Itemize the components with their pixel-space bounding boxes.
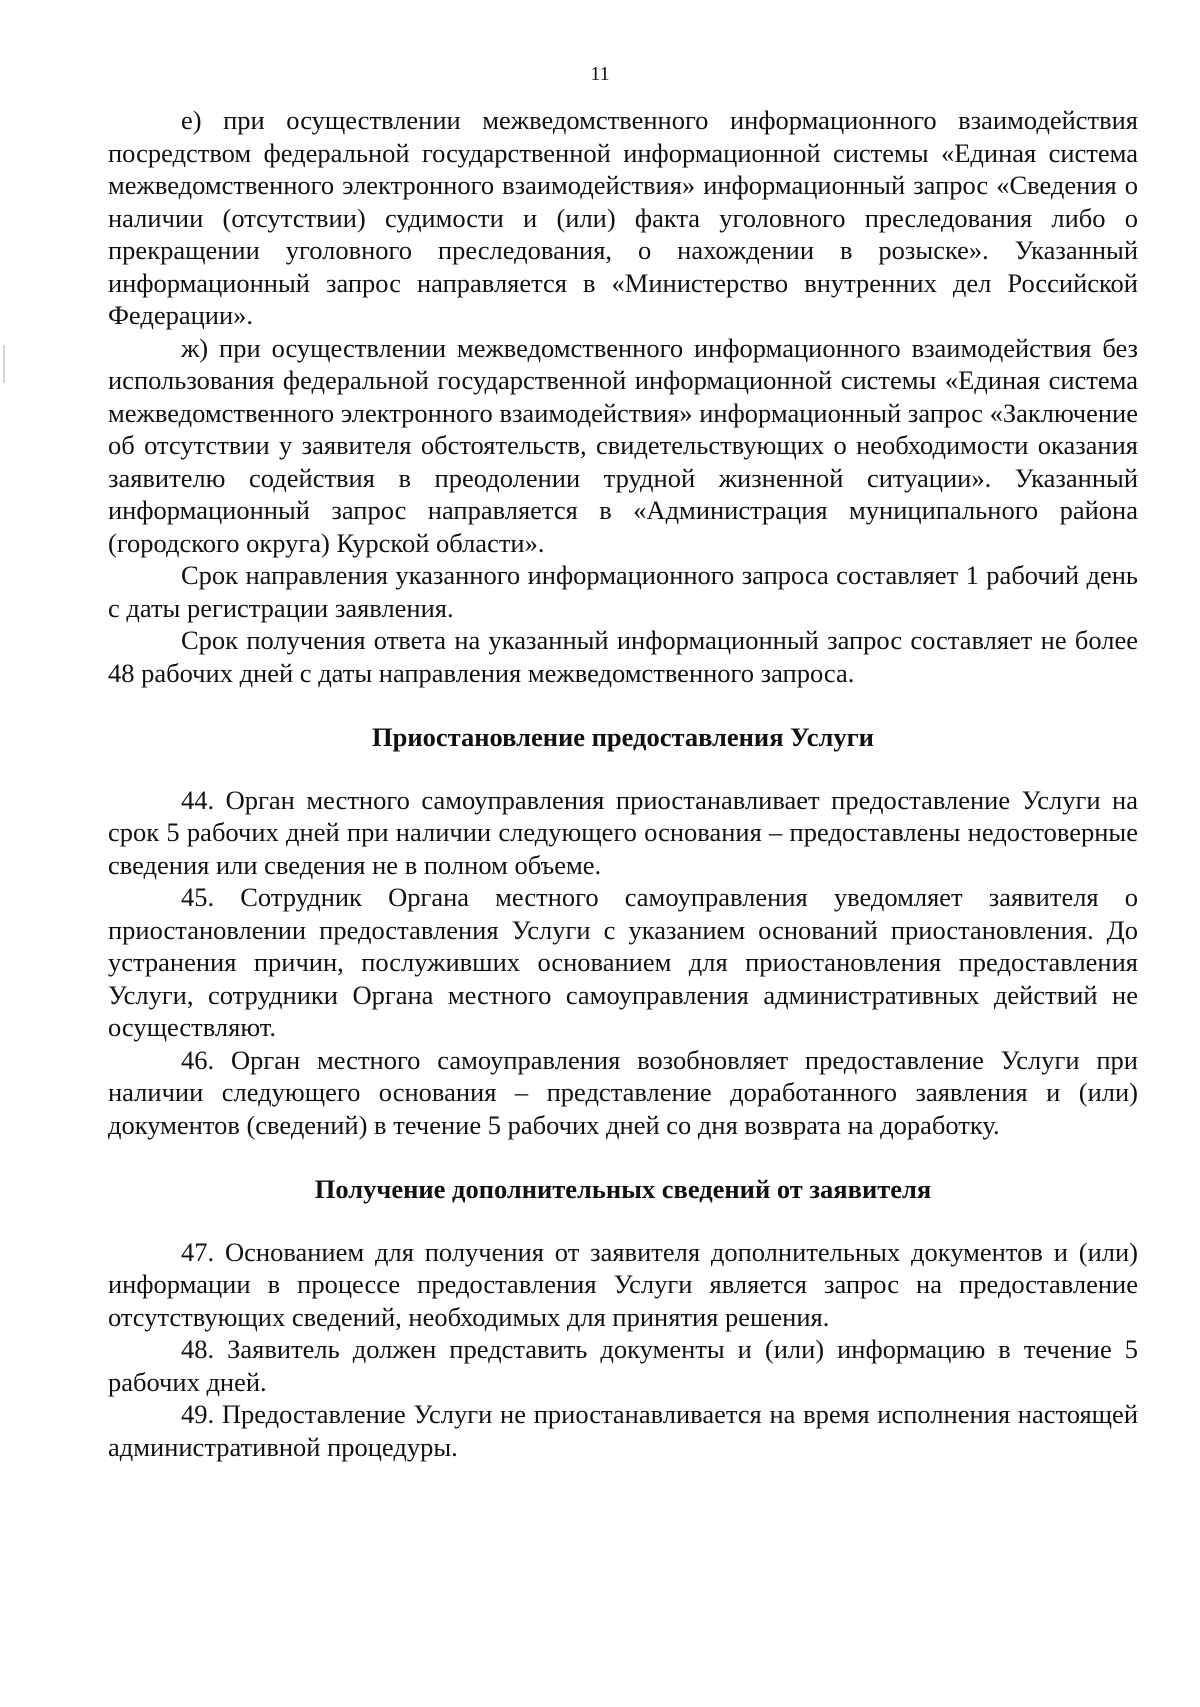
paragraph-response-deadline: Срок получения ответа на указанный информационный запрос составляет не более 48 рабочих дней с даты направления межведомственного запроса. xyxy=(108,625,1138,688)
paragraph-e: е) при осуществлении межведомственного информационного взаимодействия посредством федеральной государственной информационной системы «Единая система межведомственного электронного взаимодействия» информационный запрос «Сведения о наличии (отсутствии) судимости и (или) факта уголовного преследования либо о прекращении уголовного преследования, о нахождении в розыске». Указанный информационный запрос направляется в «Министерство внутренних дел Российской Федерации». xyxy=(108,105,1138,330)
paragraph-46: 46. Орган местного самоуправления возобновляет предоставление Услуги при наличии следующего основания – представление доработанного заявления и (или) документов (сведений) в течение 5 рабочих дней со дня возврата на доработку. xyxy=(108,1044,1138,1140)
document-body xyxy=(108,104,1138,1463)
paragraph-44: 44. Орган местного самоуправления приостанавливает предоставление Услуги на срок 5 рабочих дней при наличии следующего основания – предоставлены недостоверные сведения или сведения не в полном объеме. xyxy=(108,784,1138,880)
paragraph-request-deadline: Срок направления указанного информационного запроса составляет 1 рабочий день с даты регистрации заявления. xyxy=(108,560,1138,623)
section-heading-suspension: Приостановление предоставления Услуги xyxy=(372,722,874,752)
paragraph-48: 48. Заявитель должен представить документы и (или) информацию в течение 5 рабочих дней. xyxy=(108,1334,1138,1397)
paragraph-47: 47. Основанием для получения от заявителя дополнительных документов и (или) информации в процессе предоставления Услуги является запрос на предоставление отсутствующих сведений, необходимых для принятия решения. xyxy=(108,1236,1138,1332)
paragraph-45: 45. Сотрудник Органа местного самоуправления уведомляет заявителя о приостановлении предоставления Услуги с указанием оснований приостановления. До устранения причин, послуживших основанием для приостановления предоставления Услуги, сотрудники Органа местного самоуправления административных действий не осуществляют. xyxy=(108,882,1138,1042)
section-heading-additional-info: Получение дополнительных сведений от заявителя xyxy=(314,1174,932,1204)
page-number: 11 xyxy=(590,63,610,85)
paragraph-zh: ж) при осуществлении межведомственного информационного взаимодействия без использования федеральной государственной информационной системы «Единая система межведомственного электронного взаимодействия» информационный запрос «Заключение об отсутствии у заявителя обстоятельств, свидетельствующих о необходимости оказания заявителю содействия в преодолении трудной жизненной ситуации». Указанный информационный запрос направляется в «Администрация муниципального района (городского округа) Курской области». xyxy=(108,332,1138,558)
paragraph-49: 49. Предоставление Услуги не приостанавливается на время исполнения настоящей административной процедуры. xyxy=(108,1399,1138,1462)
scan-margin-mark xyxy=(3,345,5,383)
